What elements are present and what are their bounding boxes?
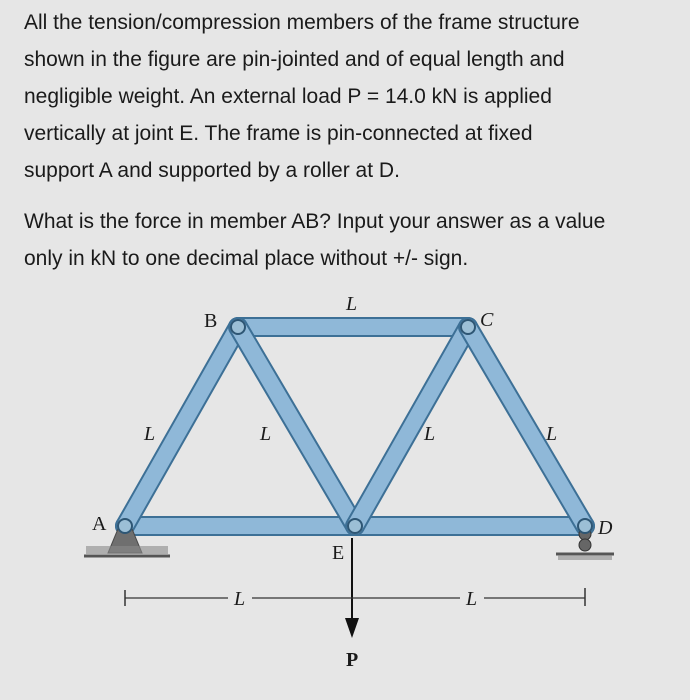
ground-a-hatch [86,546,168,554]
load-label: P [346,649,359,671]
member-label-ab: L [144,423,156,445]
question-line: only in kN to one decimal place without +/- sign. [24,247,469,270]
pin-a [118,519,132,533]
member-cd-fill [468,327,585,526]
problem-line: vertically at joint E. The frame is pin-connected at fixed [24,122,533,145]
problem-line: All the tension/compression members of the frame structure [24,11,580,34]
dimension-line [125,588,585,610]
joint-label-a: A [92,513,107,535]
roller-bottom [579,539,591,551]
dimension-label-left: L [234,588,246,610]
problem-line: support A and supported by a roller at D. [24,159,400,182]
member-label-bc: L [346,293,358,315]
member-be-fill [238,327,355,526]
joint-label-b: B [204,310,218,332]
joint-label-c: C [480,309,494,331]
member-label-ec: L [424,423,436,445]
dimension-label-right: L [466,588,478,610]
pin-c [461,320,475,334]
member-ec-fill [355,327,468,526]
pin-d [578,519,592,533]
question-line: What is the force in member AB? Input your answer as a value [24,210,606,233]
truss-members [125,327,585,526]
joint-label-d: D [598,517,613,539]
load-arrow-head [345,618,359,638]
problem-line: shown in the figure are pin-jointed and of equal length and [24,48,565,71]
pin-b [231,320,245,334]
joint-label-e: E [332,542,345,564]
pin-e [348,519,362,533]
ground-d-hatch [558,555,612,560]
problem-line: negligible weight. An external load P = 14.0 kN is applied [24,85,552,108]
member-ab-fill [125,327,238,526]
member-label-cd: L [546,423,558,445]
load-arrow [345,538,359,671]
member-label-be: L [260,423,272,445]
